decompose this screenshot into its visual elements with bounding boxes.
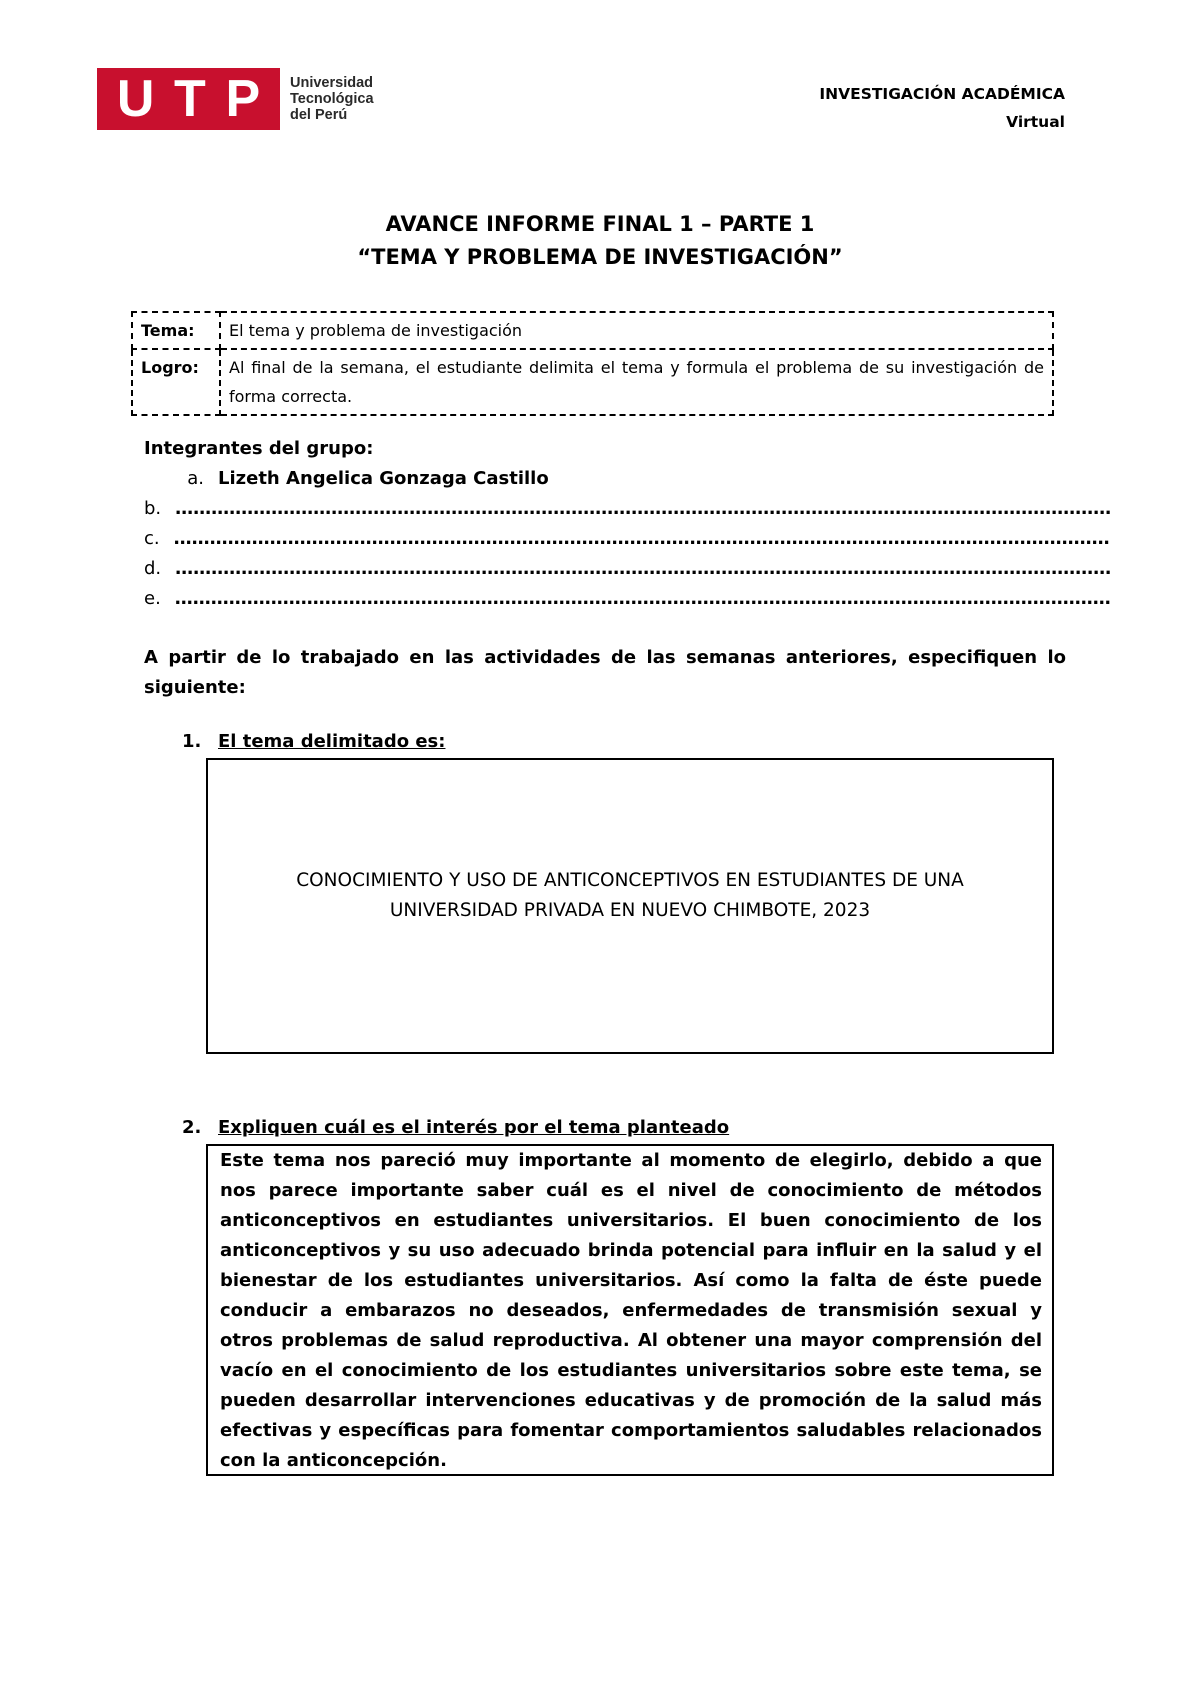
question-1-number: 1. xyxy=(182,731,202,752)
member-letter: d. xyxy=(144,558,162,579)
logo-text-line: del Perú xyxy=(290,107,348,123)
question-2-answer: Este tema nos pareció muy importante al momento de elegirlo, debido a que nos parece importante saber cuál es el nivel de conocimiento de métodos anticonceptivos en estudiantes universitarios. El buen conocimiento de los anticonceptivos y su uso adecuado brinda potencial para influir en la salud y el bienestar de los estudiantes universitarios. Así como la falta de éste puede conducir a embarazos no deseados, enfermedades de transmisión sexual y otros problemas de salud reproductiva. Al obtener una mayor comprensión del vacío en el conocimiento de los estudiantes universitarios sobre este tema, se pueden desarrollar intervenciones educativas y de promoción de la salud más efectivas y específicas para fomentar comportamientos saludables relacionados con la anticoncepción. xyxy=(220,1150,1042,1471)
member-name: ………………………………………………………………………………………………………………………………………… xyxy=(174,588,1111,609)
logo-letter-t: T xyxy=(174,70,206,128)
tema-value: El tema y problema de investigación xyxy=(220,312,1053,349)
list-item xyxy=(144,524,1110,554)
course-header xyxy=(819,80,1065,136)
logro-value: Al final de la semana, el estudiante delimita el tema y formula el problema de su investigación de forma correcta. xyxy=(220,349,1053,415)
document-title-line1: AVANCE INFORME FINAL 1 – PARTE 1 xyxy=(385,212,815,236)
utp-logo xyxy=(97,68,374,130)
question-1-text: El tema delimitado es: xyxy=(218,731,446,752)
group-members-title: Integrantes del grupo: xyxy=(144,438,374,459)
question-1-answer: CONOCIMIENTO Y USO DE ANTICONCEPTIVOS EN ESTUDIANTES DE UNA UNIVERSIDAD PRIVADA EN NUEVO CHIMBOTE, 2023 xyxy=(296,870,964,921)
member-letter: c. xyxy=(144,528,160,549)
instructions-paragraph: A partir de lo trabajado en las actividades de las semanas anteriores, especifiquen lo siguiente: xyxy=(144,647,1066,698)
member-name: ………………………………………………………………………………………………………………………………………… xyxy=(173,528,1110,549)
question-1-answer-box xyxy=(206,758,1054,1054)
document-title xyxy=(0,208,1200,274)
topic-goal-table xyxy=(131,311,1054,416)
question-1-heading xyxy=(182,728,445,756)
list-item xyxy=(144,494,1112,524)
list-item xyxy=(144,554,1112,584)
member-name: ………………………………………………………………………………………………………………………………………… xyxy=(175,558,1112,579)
member-name: ………………………………………………………………………………………………………………………………………… xyxy=(175,498,1112,519)
member-letter: b. xyxy=(144,498,162,519)
document-title-line2: “TEMA Y PROBLEMA DE INVESTIGACIÓN” xyxy=(357,245,843,269)
question-2-answer-box xyxy=(206,1144,1054,1476)
question-2-heading xyxy=(182,1114,729,1142)
table-row xyxy=(132,349,1053,415)
table-row xyxy=(132,312,1053,349)
logo-letter-u: U xyxy=(116,70,155,128)
logo-letter-p: P xyxy=(225,70,261,128)
list-item xyxy=(144,464,1059,494)
member-name: Lizeth Angelica Gonzaga Castillo xyxy=(218,468,549,489)
logo-university-name xyxy=(290,75,374,123)
utp-logo-block xyxy=(97,68,280,130)
tema-label: Tema: xyxy=(132,312,220,349)
logo-text-line: Universidad xyxy=(290,75,373,91)
logo-text-line: Tecnológica xyxy=(290,91,374,107)
member-letter: e. xyxy=(144,588,161,609)
question-2-number: 2. xyxy=(182,1117,202,1138)
group-members xyxy=(144,434,1112,614)
list-item xyxy=(144,584,1111,614)
course-modality: Virtual xyxy=(1006,113,1065,131)
member-letter: a. xyxy=(187,468,204,489)
course-name: INVESTIGACIÓN ACADÉMICA xyxy=(819,85,1065,103)
question-2-text: Expliquen cuál es el interés por el tema planteado xyxy=(218,1117,730,1138)
logro-label: Logro: xyxy=(132,349,220,415)
